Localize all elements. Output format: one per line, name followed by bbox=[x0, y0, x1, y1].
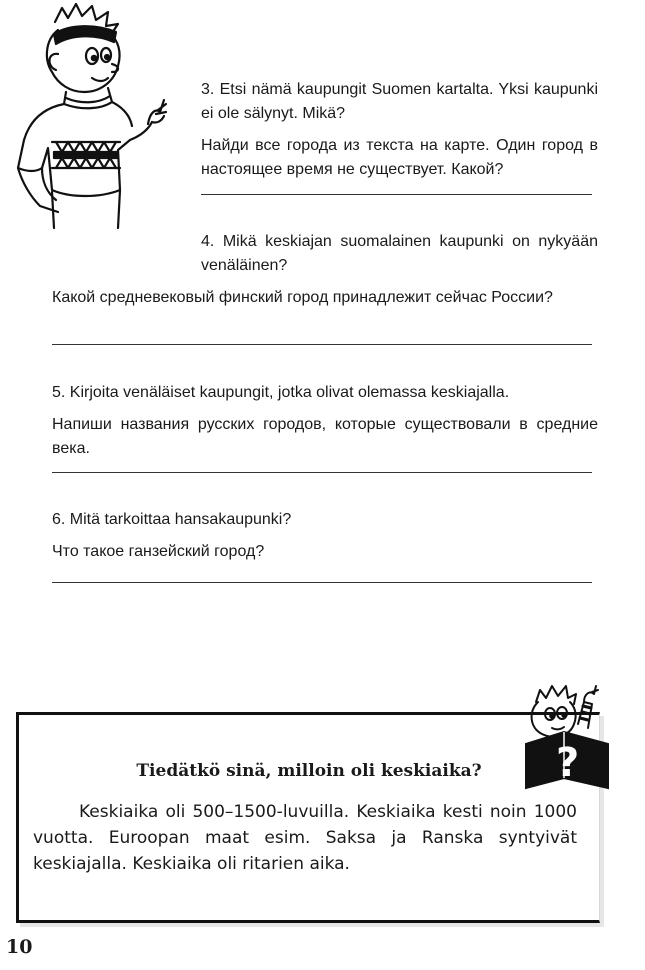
question-4-russian: Какой средневековый финский город принадлежит сейчас России? bbox=[52, 289, 553, 306]
answer-line-4[interactable] bbox=[52, 344, 592, 345]
question-3-finnish: 3. Etsi nämä kaupungit Suomen kartalta. Yksi kaupunki ei ole sälynyt. Mikä? bbox=[201, 81, 598, 122]
question-5-finnish: 5. Kirjoita venäläiset kaupungit, jotka olivat olemassa keskiajalla. bbox=[52, 384, 510, 401]
question-6-russian: Что такое ганзейский город? bbox=[52, 543, 265, 560]
answer-line-3[interactable] bbox=[201, 194, 592, 195]
question-5-russian: Напиши названия русских городов, которые существовали в средние века. bbox=[52, 416, 598, 457]
page-number: 10 bbox=[6, 936, 33, 958]
question-6-finnish: 6. Mitä tarkoittaa hansakaupunki? bbox=[52, 511, 292, 528]
answer-line-6[interactable] bbox=[52, 582, 592, 583]
question-3-russian: Найди все города из текста на карте. Один город в настоящее время не существует. Какой? bbox=[201, 137, 598, 178]
question-4-finnish: 4. Mikä keskiajan suomalainen kaupunki on nykyään venäläinen? bbox=[201, 233, 598, 274]
boy-with-question-book-illustration bbox=[512, 672, 620, 792]
answer-line-5[interactable] bbox=[52, 472, 592, 473]
svg-text:?: ? bbox=[556, 740, 580, 786]
info-box-text: Keskiaika oli 500–1500-luvuilla. Keskiaika kesti noin 1000 vuotta. Euroopan maat esim. Saksa ja Ranska syntyivät keskiajalla. Keskiaika oli ritarien aika. bbox=[33, 802, 577, 874]
boy-illustration bbox=[0, 0, 190, 235]
info-box-title: Tiedätkö sinä, milloin oli keskiaika? bbox=[136, 761, 482, 781]
